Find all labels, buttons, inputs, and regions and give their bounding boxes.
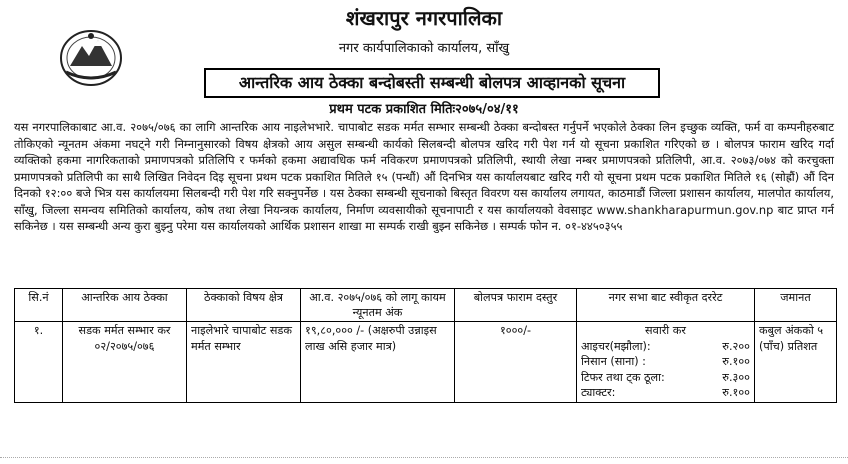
rate-label: टिफर तथा ट्क ठूला: <box>581 370 665 384</box>
notice-body: यस नगरपालिकाबाट आ.व. २०७५/०७६ का लागि आन्तरिक आय नाइलेभभारे. चापाबोट सडक मर्मत सम्भार सम्बन्धी ठेक्का बन्दोबस्त गर्नुपर्ने भएकोले ठेक्का लिन इच्छुक व्यक्ति, फर्म वा कम्पनीहरुबाट तोकिएको न्यूनतम अंकमा नघट्ने गरी निम्नानुसारको विषय क्षेत्रको आय असुल सम्बन्धी कार्यको सिलबन्दी बोलपत्र खरिद गरी पेश गर्न यो सूचना प्रकाशित गरिएको छ । बोलपत्र फाराम खरिद गर्दा व्यक्तिको हकमा नागरिकताको प्रमाणपत्रको प्रतिलिपि र फर्मको हकमा अद्यावधिक फर्म नविकरण प्रमाणपत्रको प्रतिलिपी, स्थायी लेखा नम्बर प्रमाणपत्रको प्रतिलिपी, आ.व. २०७३/०७४ को करचुक्ता प्रमाणपत्रको प्रतिलिपी का साथै लिखित निवेदन दिइ सूचना प्रथम पटक प्रकाशित मितिले १५ (पन्धौं) औं दिनभित्र यस कार्यालयबाट खरिद गरी यो सूचना प्रथम पटक प्रकाशित मितिले १६ (सोह्रौं) औं दिन दिनको १२:०० बजे भित्र यस कार्यालयमा सिलबन्दी गरी पेश गरि सक्नुपर्नेछ । यस ठेक्का सम्बन्धी सूचनाको बिस्तृत विवरण यस कार्यालय लगायत, काठमाडौं जिल्ला प्रशासन कार्यालय, मालपोत कार्यालय, साँखु, जिल्ला समन्वय समितिको कार्यालय, कोष तथा लेखा नियन्त्रक कार्यालय, निर्माण व्यवसायीको सूचनापाटी र यस कार्यालयको वेवसाइट www.shankharapurmun.gov.np बाट प्राप्त गर्न सकिनेछ । यस सम्बन्धी अन्य कुरा बुझ्नु परेमा यस कार्यालयको आर्थिक प्रशासन शाखा मा सम्पर्क राखी बुझ्न सकिनेछ । सम्पर्क फोन न. ०१-४४५०३५५ <box>14 120 834 233</box>
notice-title: आन्तरिक आय ठेक्का बन्दोबस्ती सम्बन्धी बोलपत्र आव्हानको सूचना <box>204 68 660 98</box>
cell-form-fee: १०००/- <box>455 322 577 403</box>
rate-line-4 <box>581 385 750 401</box>
rate-amount: रु.१०० <box>722 386 750 399</box>
col-header-area: ठेक्काको विषय क्षेत्र <box>187 289 301 322</box>
bottom-divider <box>0 457 848 458</box>
rate-label: आइचर(मझौला): <box>581 339 651 353</box>
table-row <box>15 322 837 403</box>
rate-amount: रु.३०० <box>722 370 750 384</box>
cell-rates <box>577 322 755 403</box>
rate-line-1 <box>581 339 750 355</box>
cell-tender: सडक मर्मत सम्भार कर ०२/२०७५/०७६ <box>63 322 187 403</box>
publish-date: प्रथम पटक प्रकाशित मितिः२०७५/०४/११ <box>329 102 519 117</box>
municipality-name: शंखरापुर नगरपालिका <box>345 6 503 30</box>
office-name: नगर कार्यपालिकाको कार्यालय, साँखु <box>338 41 510 56</box>
col-header-sn: सि.नं <box>15 289 63 322</box>
col-header-rate: नगर सभा बाट स्वीकृत दररेट <box>577 289 755 322</box>
rate-amount: रु.२०० <box>722 339 750 353</box>
col-header-form-fee: बोलपत्र फाराम दस्तुर <box>455 289 577 322</box>
tender-table <box>14 288 837 403</box>
cell-guarantee: कबुल अंकको ५ (पाँच) प्रतिशत <box>755 322 837 403</box>
rate-line-2 <box>581 354 750 370</box>
col-header-min-amount: आ.व. २०७५/०७६ को लागू कायम न्यूनतम अंक <box>301 289 455 322</box>
rate-label: ट्याक्टर: <box>581 386 616 399</box>
cell-min-amount: १९,८०,००० /- (अक्षरुपी उन्नाइस लाख असि हजार मात्र) <box>301 322 455 403</box>
table-header-row <box>15 289 837 322</box>
rate-label: निसान (साना) : <box>581 355 646 368</box>
cell-sn: १. <box>15 322 63 403</box>
cell-area: नाइलेभारे चापाबोट सडक मर्मत सम्भार <box>187 322 301 403</box>
rate-amount: रु.१०० <box>722 355 750 368</box>
col-header-guarantee: जमानत <box>755 289 837 322</box>
rate-title: सवारी कर <box>645 324 686 337</box>
col-header-tender: आन्तरिक आय ठेक्का <box>63 289 187 322</box>
rate-line-3 <box>581 370 750 386</box>
